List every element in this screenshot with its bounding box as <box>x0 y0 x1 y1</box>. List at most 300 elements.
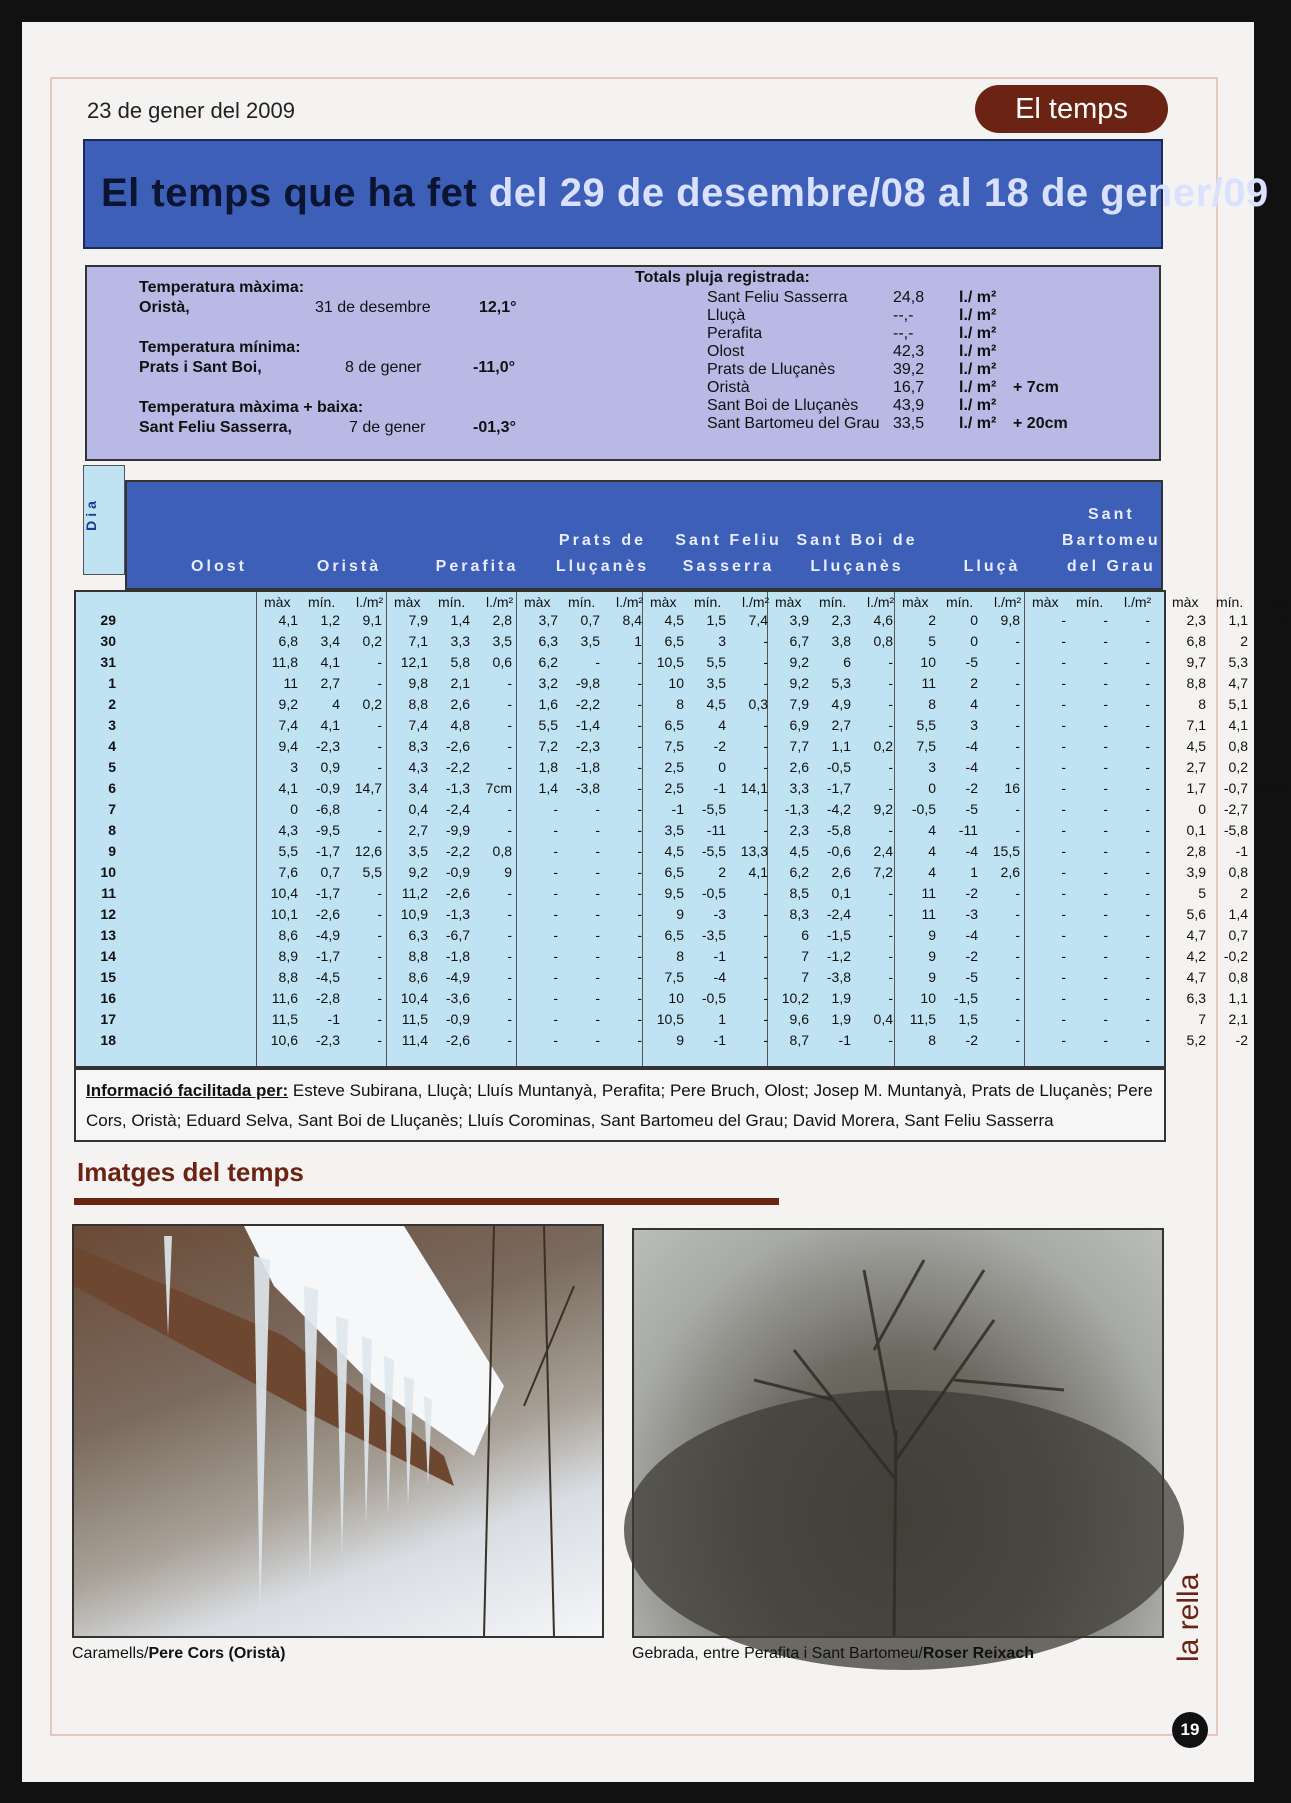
rain-value: 24,8 <box>893 289 925 306</box>
column-divider <box>1024 592 1025 1066</box>
sub-header: màx <box>394 594 421 610</box>
rain-place: Sant Boi de Lluçanès <box>707 397 859 414</box>
table-cell: 1,1 <box>831 738 851 754</box>
table-cell: 5 <box>928 633 936 649</box>
table-cell: - <box>1015 801 1020 817</box>
table-cell: - <box>888 906 893 922</box>
table-cell: 3 <box>970 717 978 733</box>
table-cell: 7,2 <box>538 738 558 754</box>
table-cell: - <box>1285 948 1290 964</box>
table-cell: - <box>1015 906 1020 922</box>
table-cell: 2 <box>928 612 936 628</box>
table-cell: 4,5 <box>664 612 684 628</box>
table-cell: 2,7 <box>320 675 340 691</box>
table-cell: 9,8 <box>408 675 428 691</box>
day-number: 13 <box>100 927 116 943</box>
table-cell: - <box>1061 759 1066 775</box>
table-cell: -1,4 <box>575 717 600 733</box>
sub-header: l./m² <box>1124 594 1152 610</box>
table-cell: - <box>595 990 600 1006</box>
table-cell: 2,7 <box>831 717 851 733</box>
table-cell: - <box>1145 948 1150 964</box>
table-cell: -0,9 <box>445 1011 470 1027</box>
table-cell: 8,8 <box>278 969 298 985</box>
station-name <box>792 502 922 580</box>
table-cell: 0 <box>718 759 726 775</box>
table-cell: 12,1 <box>400 654 428 670</box>
column-divider <box>386 592 387 1066</box>
max-date: 31 de desembre <box>315 299 431 316</box>
images-section-title: Imatges del temps <box>77 1157 304 1187</box>
table-cell: - <box>1061 801 1066 817</box>
table-cell: - <box>1285 990 1290 1006</box>
table-cell: - <box>553 1032 558 1048</box>
station-name-line <box>792 502 922 528</box>
table-cell: 9,2 <box>278 696 298 712</box>
table-cell: 9,2 <box>873 801 893 817</box>
table-cell: 3 <box>928 759 936 775</box>
table-cell: 2,6 <box>450 696 470 712</box>
table-cell: 4,1 <box>320 717 340 733</box>
table-cell: - <box>595 906 600 922</box>
table-cell: 0,7 <box>580 612 600 628</box>
table-cell: - <box>637 927 642 943</box>
table-cell: - <box>637 654 642 670</box>
table-cell: 2,5 <box>664 759 684 775</box>
section-rule <box>74 1198 779 1205</box>
table-cell: -3 <box>965 906 978 922</box>
table-cell: - <box>1285 738 1290 754</box>
table-cell: 1,4 <box>450 612 470 628</box>
table-cell: - <box>1061 1011 1066 1027</box>
table-cell: - <box>1285 696 1290 712</box>
day-number: 18 <box>100 1032 116 1048</box>
table-cell: 13,3 <box>740 843 768 859</box>
table-cell: 0,2 <box>1228 759 1248 775</box>
title-banner <box>83 139 1269 249</box>
rain-value: 33,5 <box>893 415 925 432</box>
table-cell: -2,6 <box>315 906 340 922</box>
table-cell: 9 <box>928 948 936 964</box>
table-cell: -6,8 <box>315 801 340 817</box>
table-cell: - <box>1103 927 1108 943</box>
table-cell: -2,6 <box>445 738 470 754</box>
table-cell: - <box>1145 612 1150 628</box>
table-cell: - <box>1015 633 1020 649</box>
table-cell: 7,5 <box>916 738 936 754</box>
table-cell: 2 <box>1240 633 1248 649</box>
rain-place: Lluçà <box>707 307 746 324</box>
table-cell: 11,5 <box>271 1011 298 1027</box>
table-cell: - <box>763 759 768 775</box>
table-cell: 1,2 <box>320 612 340 628</box>
table-cell: 14,7 <box>354 780 382 796</box>
table-cell: - <box>377 675 382 691</box>
table-cell: - <box>1061 822 1066 838</box>
table-cell: - <box>1145 906 1150 922</box>
table-cell: -5,8 <box>1223 822 1248 838</box>
station-name-line: del Grau <box>1066 558 1156 575</box>
table-cell: 4,5 <box>789 843 809 859</box>
table-cell: 6,5 <box>664 717 684 733</box>
table-cell: 7,7 <box>789 738 809 754</box>
table-cell: 24,5 <box>1262 864 1290 880</box>
table-cell: - <box>1145 717 1150 733</box>
table-cell: - <box>637 969 642 985</box>
table-cell: - <box>1285 969 1290 985</box>
rain-place: Olost <box>707 343 745 360</box>
table-cell: 3,5 <box>492 633 512 649</box>
table-cell: 15,5 <box>992 843 1020 859</box>
table-cell: - <box>637 696 642 712</box>
table-cell: -1,5 <box>826 927 851 943</box>
table-cell: - <box>377 759 382 775</box>
table-cell: 1,9 <box>831 990 851 1006</box>
table-cell: - <box>377 948 382 964</box>
column-divider <box>894 592 895 1066</box>
table-cell: -11 <box>958 822 978 838</box>
table-cell: 10,5 <box>656 1011 684 1027</box>
station-name-line: Sasserra <box>682 558 775 575</box>
table-cell: 7 <box>801 969 809 985</box>
table-cell: 1 <box>634 633 642 649</box>
table-cell: - <box>1015 717 1020 733</box>
day-number: 31 <box>100 654 116 670</box>
table-cell: - <box>637 906 642 922</box>
table-cell: - <box>1285 801 1290 817</box>
table-cell: 10,6 <box>270 1032 298 1048</box>
lowmax-place: Sant Feliu Sasserra, <box>139 419 292 436</box>
day-number: 12 <box>100 906 116 922</box>
table-cell: - <box>1061 738 1066 754</box>
table-cell: 4,7 <box>1228 675 1248 691</box>
table-cell: -2 <box>713 738 726 754</box>
table-cell: - <box>1103 822 1108 838</box>
table-cell: - <box>1103 717 1108 733</box>
table-cell: 3,3 <box>789 780 809 796</box>
table-cell: -2,3 <box>315 1032 340 1048</box>
table-cell: 0,8 <box>1228 864 1248 880</box>
table-cell: - <box>507 717 512 733</box>
table-cell: -2 <box>965 1032 978 1048</box>
table-cell: 8,3 <box>408 738 428 754</box>
table-cell: - <box>888 759 893 775</box>
table-cell: 1,1 <box>1228 612 1248 628</box>
table-cell: 2,8 <box>1186 843 1206 859</box>
table-cell: -2,3 <box>315 738 340 754</box>
table-cell: - <box>888 780 893 796</box>
table-cell: 4,1 <box>320 654 340 670</box>
table-cell: 4,3 <box>408 759 428 775</box>
station-name-line <box>922 502 1062 528</box>
table-cell: 2,3 <box>831 612 851 628</box>
day-number: 4 <box>108 738 116 754</box>
sub-header: màx <box>650 594 677 610</box>
table-cell: - <box>637 738 642 754</box>
table-cell: - <box>1015 1032 1020 1048</box>
table-cell: - <box>553 1011 558 1027</box>
day-number: 1 <box>108 675 116 691</box>
table-cell: 6,5 <box>664 927 684 943</box>
table-cell: 0,8 <box>873 633 893 649</box>
table-cell: - <box>553 843 558 859</box>
table-cell: 11 <box>283 675 298 691</box>
table-cell: - <box>763 927 768 943</box>
table-cell: 10,9 <box>400 906 428 922</box>
table-cell: 5,5 <box>706 654 726 670</box>
lowmax-label: Temperatura màxima + baixa: <box>139 399 364 416</box>
table-cell: 4,7 <box>1186 927 1206 943</box>
station-name <box>665 502 792 580</box>
table-cell: - <box>1061 885 1066 901</box>
rain-extra: + 7cm <box>1013 379 1059 396</box>
table-cell: - <box>1061 864 1066 880</box>
table-cell: 3,3 <box>450 633 470 649</box>
table-cell: - <box>1103 1032 1108 1048</box>
table-cell: 8 <box>1198 696 1206 712</box>
table-cell: -1,2 <box>826 948 851 964</box>
table-cell: - <box>763 717 768 733</box>
table-cell: 8 <box>676 696 684 712</box>
table-cell: 0,2 <box>873 738 893 754</box>
day-number: 2 <box>108 696 116 712</box>
table-cell: -9,8 <box>575 675 600 691</box>
table-cell: 11,4 <box>401 1032 428 1048</box>
table-cell: - <box>1285 885 1290 901</box>
table-cell: - <box>595 1032 600 1048</box>
table-cell: - <box>1103 885 1108 901</box>
table-cell: -9,5 <box>315 822 340 838</box>
table-cell: - <box>1103 906 1108 922</box>
day-number: 15 <box>100 969 116 985</box>
table-cell: 9 <box>676 1032 684 1048</box>
table-cell: 1,5 <box>958 1011 978 1027</box>
day-number: 16 <box>100 990 116 1006</box>
table-cell: - <box>637 948 642 964</box>
table-cell: - <box>1145 1032 1150 1048</box>
rain-unit: l./ m² <box>959 325 997 342</box>
table-cell: 6 <box>843 654 851 670</box>
table-cell: - <box>888 1032 893 1048</box>
day-number: 7 <box>108 801 116 817</box>
table-cell: 7,9 <box>789 696 809 712</box>
table-cell: 4,2 <box>1186 948 1206 964</box>
table-cell: - <box>888 990 893 1006</box>
sub-header: l./m² <box>616 594 644 610</box>
table-cell: 0,2 <box>362 696 382 712</box>
sub-header: màx <box>902 594 929 610</box>
table-cell: - <box>507 759 512 775</box>
table-cell: - <box>1015 969 1020 985</box>
table-cell: - <box>507 885 512 901</box>
table-cell: 0,7 <box>1228 927 1248 943</box>
info-label: Informació facilitada per: <box>86 1081 289 1100</box>
table-cell: - <box>595 864 600 880</box>
table-cell: -3,6 <box>445 990 470 1006</box>
table-cell: - <box>377 822 382 838</box>
caption-1-credit: Pere Cors (Oristà) <box>148 1645 286 1662</box>
table-cell: - <box>1061 843 1066 859</box>
table-cell: 2,6 <box>831 864 851 880</box>
table-cell: 4,7 <box>1186 969 1206 985</box>
table-cell: - <box>763 654 768 670</box>
table-cell: -1,7 <box>315 843 340 859</box>
table-cell: 1,6 <box>538 696 558 712</box>
day-number: 6 <box>108 780 116 796</box>
table-cell: 0 <box>970 612 978 628</box>
table-cell: - <box>637 885 642 901</box>
table-cell: 5,3 <box>1228 654 1248 670</box>
table-cell: -2 <box>1235 1032 1248 1048</box>
table-cell: -1,7 <box>315 948 340 964</box>
table-cell: - <box>553 864 558 880</box>
table-cell: - <box>595 843 600 859</box>
table-cell: - <box>888 675 893 691</box>
table-cell: -2,8 <box>315 990 340 1006</box>
page-title <box>101 171 1269 216</box>
table-cell: 4,1 <box>278 780 298 796</box>
table-cell: 5,6 <box>1186 906 1206 922</box>
table-cell: 11 <box>921 675 936 691</box>
station-name-line <box>922 528 1062 554</box>
table-cell: 5,3 <box>831 675 851 691</box>
table-cell: -1,8 <box>575 759 600 775</box>
table-cell: 3,9 <box>789 612 809 628</box>
table-cell: -2,6 <box>445 1032 470 1048</box>
table-cell: - <box>888 969 893 985</box>
table-cell: - <box>1015 822 1020 838</box>
day-number: 30 <box>100 633 116 649</box>
table-cell: 4,6 <box>873 612 893 628</box>
table-cell: - <box>1015 1011 1020 1027</box>
table-cell: 4 <box>718 717 726 733</box>
table-cell: 2,7 <box>1186 759 1206 775</box>
table-cell: -4,9 <box>445 969 470 985</box>
table-cell: - <box>637 801 642 817</box>
table-cell: -4,5 <box>315 969 340 985</box>
column-divider <box>256 592 257 1066</box>
table-cell: -3 <box>713 906 726 922</box>
station-name-line: Olost <box>191 558 247 575</box>
table-cell: 7,4 <box>408 717 428 733</box>
table-cell: 5,2 <box>1186 1032 1206 1048</box>
table-cell: -2 <box>965 885 978 901</box>
table-cell: - <box>595 822 600 838</box>
table-cell: 2,5 <box>664 780 684 796</box>
table-cell: 8 <box>676 948 684 964</box>
table-cell: - <box>1103 1011 1108 1027</box>
table-cell: - <box>637 990 642 1006</box>
table-cell: - <box>1103 633 1108 649</box>
table-cell: 9 <box>928 969 936 985</box>
table-cell: 7cm <box>485 780 512 796</box>
table-cell: -1,7 <box>826 780 851 796</box>
table-cell: - <box>1103 612 1108 628</box>
column-divider <box>642 592 643 1066</box>
table-cell: -4 <box>965 843 978 859</box>
table-cell: - <box>507 906 512 922</box>
table-cell: 2,1 <box>1228 1011 1248 1027</box>
table-cell: 8 <box>1282 612 1290 628</box>
station-name-line <box>414 528 540 554</box>
table-cell: 3,5 <box>408 843 428 859</box>
station-name-line <box>154 528 284 554</box>
table-cell: 3,4 <box>320 633 340 649</box>
table-cell: - <box>1145 843 1150 859</box>
table-cell: 1 <box>970 864 978 880</box>
table-cell: - <box>637 675 642 691</box>
table-cell: 2 <box>718 864 726 880</box>
table-cell: -0,7 <box>1223 780 1248 796</box>
table-cell: 6,2 <box>538 654 558 670</box>
table-cell: -1 <box>713 1032 726 1048</box>
sub-header: mín. <box>694 594 722 610</box>
table-cell: - <box>763 1011 768 1027</box>
table-cell: - <box>507 696 512 712</box>
table-cell: - <box>1103 801 1108 817</box>
table-cell: 7,5 <box>664 738 684 754</box>
table-cell: -5,5 <box>701 843 726 859</box>
table-cell: - <box>1145 1011 1150 1027</box>
table-cell: - <box>553 969 558 985</box>
table-cell: -1 <box>713 780 726 796</box>
table-cell: 8 <box>928 1032 936 1048</box>
table-cell: -0,9 <box>445 864 470 880</box>
station-name-line <box>154 502 284 528</box>
table-cell: - <box>595 654 600 670</box>
table-cell: - <box>507 1011 512 1027</box>
table-cell: 9 <box>504 864 512 880</box>
table-cell: - <box>553 906 558 922</box>
table-cell: - <box>763 969 768 985</box>
rain-unit: l./ m² <box>959 415 997 432</box>
table-cell: - <box>1103 738 1108 754</box>
table-cell: 0,8 <box>492 843 512 859</box>
table-cell: - <box>595 801 600 817</box>
table-cell: 7,1 <box>408 633 428 649</box>
rain-value: 39,2 <box>893 361 925 378</box>
table-cell: - <box>1061 696 1066 712</box>
table-cell: 1,4 <box>1228 906 1248 922</box>
table-cell: - <box>1015 885 1020 901</box>
frost-tree-photo <box>632 1228 1164 1638</box>
table-cell: - <box>507 1032 512 1048</box>
table-cell: - <box>377 927 382 943</box>
table-cell: - <box>1285 822 1290 838</box>
table-cell: -5 <box>965 801 978 817</box>
table-cell: 9 <box>928 927 936 943</box>
table-cell: 9,7 <box>1186 654 1206 670</box>
table-cell: 7 <box>1198 1011 1206 1027</box>
icicles-photo <box>72 1224 604 1638</box>
magazine-name: la rella <box>1172 1573 1205 1662</box>
table-cell: 3,7 <box>538 612 558 628</box>
table-cell: - <box>553 822 558 838</box>
table-cell: 10,5 <box>656 654 684 670</box>
table-cell: - <box>1285 1011 1290 1027</box>
table-cell: 8,6 <box>408 969 428 985</box>
day-number: 10 <box>100 864 116 880</box>
table-cell: 11,8 <box>271 654 298 670</box>
table-cell: 4,1 <box>748 864 768 880</box>
table-cell: -2 <box>965 948 978 964</box>
table-cell: 6,3 <box>408 927 428 943</box>
table-cell: 11 <box>921 885 936 901</box>
table-cell: 10,4 <box>270 885 298 901</box>
table-cell: 0 <box>290 801 298 817</box>
table-cell: - <box>888 654 893 670</box>
table-cell: 11,5 <box>909 1011 936 1027</box>
